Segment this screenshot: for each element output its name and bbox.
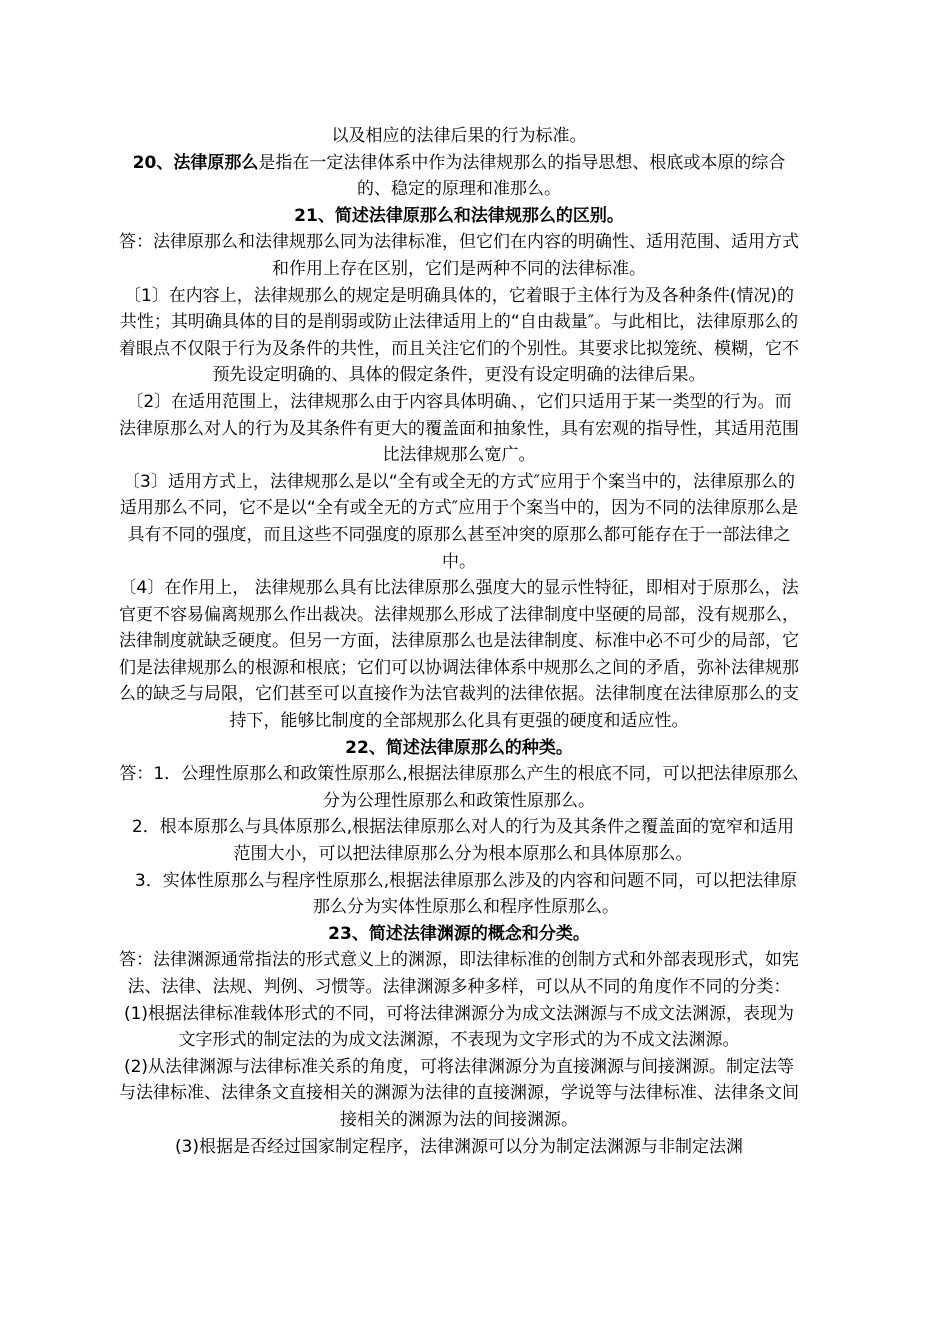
answer-22-item-3: 3．实体性原那么与程序性原那么,根据法律原那么涉及的内容和问题不同，可以把法律原那么分为实体性原那么和程序性原那么。 <box>134 870 798 918</box>
definition-text: 是指在一定法律体系中作为法律规那么的指导思想、根底或本原的综合的、稳定的原理和准那么。 <box>258 152 786 200</box>
answer-21-item-4: 〔4〕在作用上， 法律规那么具有比法律原那么强度大的显示性特征，即相对于原那么，法官更不容易偏离规那么作出裁决。法律规那么形成了法律制度中坚硬的局部，没有规那么，法律制度就缺乏硬度。但另一方面，法律原那么也是法律制度、标准中必不可少的局部，它们是法律规那么的根源和根底；它们可以协调法律体系中规那么之间的矛盾，弥补法律规那么的缺乏与局限，它们甚至可以直接作为法官裁判的法律依据。法律制度在法律原那么的支持下，能够比制度的全部规那么化具有更强的硬度和适应性。 <box>119 578 799 732</box>
answer-23-item-1: (1)根据法律标准载体形式的不同，可将法律渊源分为成文法渊源与不成文法渊源，表现为文字形式的制定法的为成文法渊源，不表现为文字形式的为不成文法渊源。 <box>123 1003 795 1051</box>
answer-23-intro: 答：法律渊源通常指法的形式意义上的渊源，即法律标准的创制方式和外部表现形式，如宪法、法律、法规、判例、习惯等。法律渊源多种多样，可以从不同的角度作不同的分类： <box>119 950 799 997</box>
answer-22-item-2: 2．根本原那么与具体原那么,根据法律原那么对人的行为及其条件之覆盖面的宽窄和适用范围大小，可以把法律原那么分为根本原那么和具体原那么。 <box>131 817 795 865</box>
definition-20 <box>118 150 800 203</box>
answer-23-item-2: (2)从法律渊源与法律标准关系的角度，可将法律渊源分为直接渊源与间接渊源。制定法等与法律标准、法律条文直接相关的渊源为法律的直接渊源，学说等与法律标准、法律条文间接相关的渊源为法的间接渊源。 <box>119 1056 799 1130</box>
heading-22: 22、简述法律原那么的种类。 <box>345 737 573 758</box>
answer-21-item-2: 〔2〕在适用范围上，法律规那么由于内容具体明确、，它们只适用于某一类型的行为。而法律原那么对人的行为及其条件有更大的覆盖面和抽象性，具有宏观的指导性，其适用范围比法律规那么宽广。 <box>119 391 799 466</box>
heading-23: 23、简述法律渊源的概念和分类。 <box>328 923 590 944</box>
answer-21-item-1: 〔1〕在内容上，法律规那么的规定是明确具体的，它着眼于主体行为及各种条件(情况)的共性；其明确具体的目的是削弱或防止法律适用上的“自由裁量″。与此相比，法律原那么的着眼点不仅限于行为及条件的共性，而且关注它们的个别性。其要求比拟笼统、模糊，它不预先设定明确的、具体的假定条件，更没有设定明确的法律后果。 <box>119 285 799 386</box>
answer-22-item-1: 答：1．公理性原那么和政策性原那么,根据法律原那么产生的根底不同，可以把法律原那么分为公理性原那么和政策性原那么。 <box>119 764 799 811</box>
answer-21-intro: 答：法律原那么和法律规那么同为法律标准，但它们在内容的明确性、适用范围、适用方式和作用上存在区别，它们是两种不同的法律标准。 <box>119 232 799 279</box>
answer-23-item-3: (3)根据是否经过国家制定程序，法律渊源可以分为制定法渊源与非制定法渊 <box>174 1136 744 1157</box>
answer-21-item-3: 〔3〕适用方式上，法律规那么是以“全有或全无的方式″应用于个案当中的，法律原那么的适用那么不同，它不是以“全有或全无的方式″应用于个案当中的，因为不同的法律原那么是具有不同的强度，而且这些不同强度的原那么甚至冲突的原那么都可能存在于一部法律之中。 <box>119 471 799 572</box>
heading-21: 21、简述法律原那么和法律规那么的区别。 <box>294 205 624 226</box>
definition-term: 20、法律原那么 <box>132 152 259 173</box>
document-page <box>118 123 800 1160</box>
paragraph-continuation: 以及相应的法律后果的行为标准。 <box>331 126 587 146</box>
